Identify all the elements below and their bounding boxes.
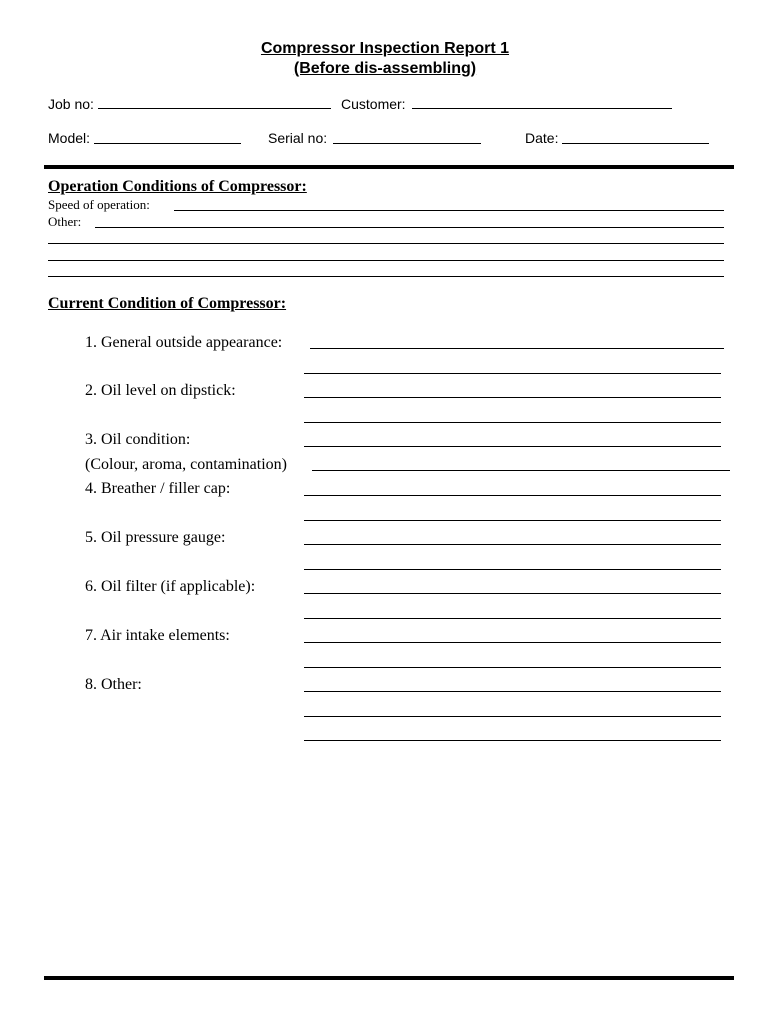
- other-condition-field[interactable]: [304, 691, 721, 692]
- item-oil-pressure-gauge-label: 5. Oil pressure gauge:: [85, 529, 226, 546]
- operation-heading: Operation Conditions of Compressor:: [48, 178, 307, 195]
- other-condition-field[interactable]: [304, 716, 721, 717]
- bottom-divider: [44, 976, 734, 980]
- item-general-appearance-label: 1. General outside appearance:: [85, 334, 283, 351]
- item-air-intake-label: 7. Air intake elements:: [85, 627, 230, 644]
- oil-condition-field[interactable]: [304, 446, 721, 447]
- date-field[interactable]: [562, 143, 709, 144]
- customer-label: Customer:: [341, 96, 406, 112]
- current-condition-heading: Current Condition of Compressor:: [48, 295, 287, 312]
- general-appearance-field[interactable]: [304, 373, 721, 374]
- model-field[interactable]: [94, 143, 241, 144]
- operation-notes-line[interactable]: [48, 276, 724, 277]
- report-title: Compressor Inspection Report 1: [260, 40, 510, 57]
- oil-level-field[interactable]: [304, 422, 721, 423]
- item-oil-filter-label: 6. Oil filter (if applicable):: [85, 578, 256, 595]
- oil-condition-field[interactable]: [312, 470, 730, 471]
- other-condition-field[interactable]: [304, 740, 721, 741]
- oil-pressure-gauge-field[interactable]: [304, 569, 721, 570]
- serial-no-field[interactable]: [333, 143, 481, 144]
- oil-filter-field[interactable]: [304, 593, 721, 594]
- job-no-label: Job no:: [48, 96, 94, 112]
- date-label: Date:: [525, 130, 559, 146]
- oil-pressure-gauge-field[interactable]: [304, 544, 721, 545]
- oil-level-field[interactable]: [304, 397, 721, 398]
- item-other-label: 8. Other:: [85, 676, 142, 693]
- customer-field[interactable]: [412, 108, 672, 109]
- job-no-field[interactable]: [98, 108, 331, 109]
- model-label: Model:: [48, 130, 91, 146]
- item-breather-cap-label: 4. Breather / filler cap:: [85, 480, 231, 497]
- breather-cap-field[interactable]: [304, 495, 721, 496]
- other-operation-label: Other:: [48, 214, 82, 229]
- item-oil-condition-label: 3. Oil condition:: [85, 431, 191, 448]
- speed-field[interactable]: [174, 210, 724, 211]
- speed-label: Speed of operation:: [48, 197, 150, 212]
- item-oil-level-label: 2. Oil level on dipstick:: [85, 382, 236, 399]
- operation-notes-line[interactable]: [48, 243, 724, 244]
- item-oil-condition-sublabel: (Colour, aroma, contamination): [85, 456, 287, 473]
- breather-cap-field[interactable]: [304, 520, 721, 521]
- serial-no-label: Serial no:: [268, 130, 328, 146]
- air-intake-field[interactable]: [304, 642, 721, 643]
- top-divider: [44, 165, 734, 169]
- general-appearance-field[interactable]: [310, 348, 724, 349]
- other-operation-field[interactable]: [95, 227, 724, 228]
- operation-notes-line[interactable]: [48, 260, 724, 261]
- report-subtitle: (Before dis-assembling): [293, 60, 477, 77]
- oil-filter-field[interactable]: [304, 618, 721, 619]
- air-intake-field[interactable]: [304, 667, 721, 668]
